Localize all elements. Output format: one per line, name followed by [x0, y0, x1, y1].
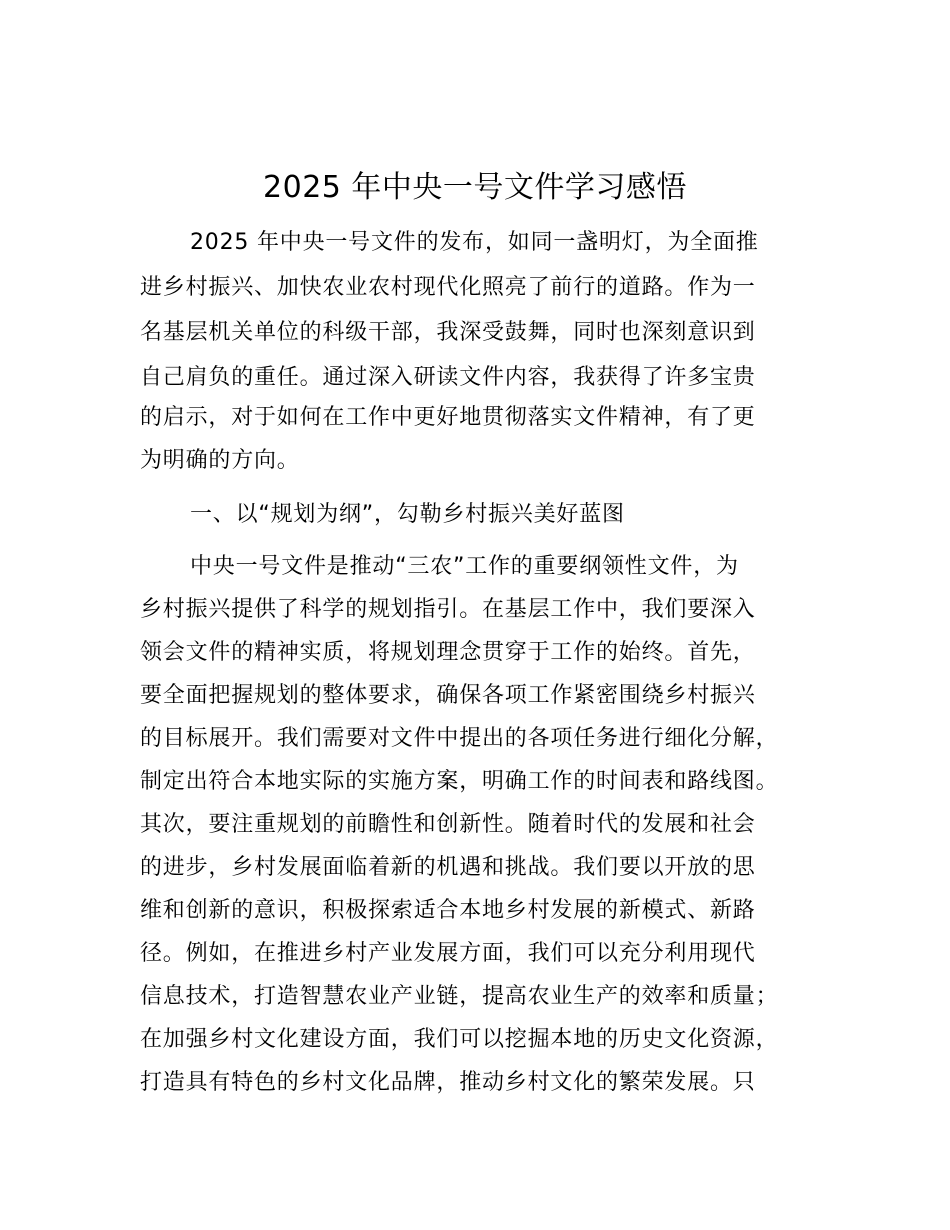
- paragraph-line: 维和创新的意识，积极探索适合本地乡村发展的新模式、新路: [140, 898, 756, 923]
- paragraph-line: 其次，要注重规划的前瞻性和创新性。随着时代的发展和社会: [140, 812, 756, 837]
- document-title: 2025 年中央一号文件学习感悟: [263, 170, 687, 205]
- paragraph-line: 要全面把握规划的整体要求，确保各项工作紧密围绕乡村振兴: [140, 683, 756, 708]
- paragraph-line: 乡村振兴提供了科学的规划指引。在基层工作中，我们要深入: [140, 597, 756, 622]
- paragraph-line: 的目标展开。我们需要对文件中提出的各项任务进行细化分解，: [140, 726, 779, 751]
- paragraph-line: 打造具有特色的乡村文化品牌，推动乡村文化的繁荣发展。只: [140, 1070, 756, 1095]
- paragraph-line: 自己肩负的重任。通过深入研读文件内容，我获得了许多宝贵: [140, 365, 756, 390]
- paragraph-line: 名基层机关单位的科级干部，我深受鼓舞，同时也深刻意识到: [140, 320, 756, 345]
- paragraph-line: 领会文件的精神实质，将规划理念贯穿于工作的始终。首先，: [140, 640, 756, 665]
- paragraph-line: 的进步，乡村发展面临着新的机遇和挑战。我们要以开放的思: [140, 855, 756, 880]
- paragraph-line: 2025 年中央一号文件的发布，如同一盏明灯，为全面推: [190, 230, 759, 255]
- paragraph-line: 的启示，对于如何在工作中更好地贯彻落实文件精神，有了更: [140, 405, 756, 430]
- paragraph-line: 径。例如，在推进乡村产业发展方面，我们可以充分利用现代: [140, 941, 756, 966]
- paragraph-line: 信息技术，打造智慧农业产业链，提高农业生产的效率和质量；: [140, 984, 779, 1009]
- section-heading: 一、以“规划为纲”，勾勒乡村振兴美好蓝图: [190, 502, 625, 527]
- paragraph-line: 中央一号文件是推动“三农”工作的重要纲领性文件，为: [190, 554, 739, 579]
- paragraph-line: 进乡村振兴、加快农业农村现代化照亮了前行的道路。作为一: [140, 275, 756, 300]
- paragraph-line: 为明确的方向。: [140, 448, 300, 473]
- paragraph-line: 在加强乡村文化建设方面，我们可以挖掘本地的历史文化资源，: [140, 1027, 779, 1052]
- paragraph-line: 制定出符合本地实际的实施方案，明确工作的时间表和路线图。: [140, 769, 779, 794]
